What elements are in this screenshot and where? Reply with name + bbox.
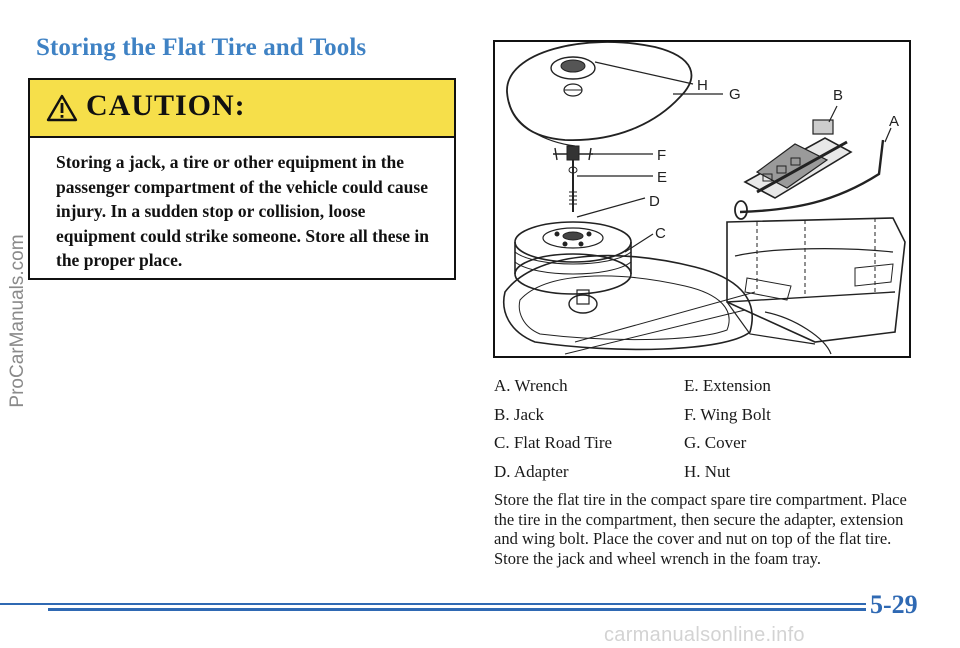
legend-item: H. Nut bbox=[684, 461, 731, 481]
page-heading: Storing the Flat Tire and Tools bbox=[36, 34, 367, 61]
legend-item: F. Wing Bolt bbox=[684, 404, 771, 424]
bottom-watermark: carmanualsonline.info bbox=[604, 624, 805, 646]
legend-item: E. Extension bbox=[684, 376, 771, 395]
callout-a: A bbox=[889, 113, 900, 130]
legend-item: C. Flat Road Tire bbox=[494, 433, 613, 452]
callout-h: H bbox=[697, 77, 708, 94]
legend-item: B. Jack bbox=[494, 404, 545, 424]
footer-rule bbox=[0, 603, 866, 605]
callout-d: D bbox=[649, 193, 660, 210]
callout-e: E bbox=[657, 169, 668, 186]
callout-b: B bbox=[833, 87, 844, 104]
legend-item: G. Cover bbox=[684, 433, 747, 452]
parts-legend bbox=[494, 376, 824, 482]
footer-rule-thick bbox=[48, 608, 866, 611]
body-paragraph: Store the flat tire in the compact spare tire compartment. Place the tire in the compartment, then secure the adapter, extension and wing bolt. Place the cover and nut on top of the flat tire. Store the jack and wheel wrench in the foam tray. bbox=[494, 490, 907, 568]
caution-header bbox=[30, 80, 454, 138]
caution-box bbox=[28, 78, 456, 280]
warning-triangle-icon bbox=[46, 94, 78, 122]
storage-illustration bbox=[493, 40, 911, 358]
page-number: 5-29 bbox=[870, 590, 918, 619]
callout-c: C bbox=[655, 225, 666, 242]
caution-title: CAUTION: bbox=[86, 89, 246, 122]
legend-item: D. Adapter bbox=[494, 461, 569, 481]
callout-g: G bbox=[729, 86, 741, 103]
side-watermark: ProCarManuals.com bbox=[7, 234, 28, 408]
callout-f: F bbox=[657, 147, 667, 164]
caution-text: Storing a jack, a tire or other equipment in the passenger compartment of the vehicle could cause injury. In a sudden stop or collision, loose equipment could strike someone. Store all these in the proper place. bbox=[56, 152, 430, 270]
legend-item: A. Wrench bbox=[494, 376, 568, 395]
